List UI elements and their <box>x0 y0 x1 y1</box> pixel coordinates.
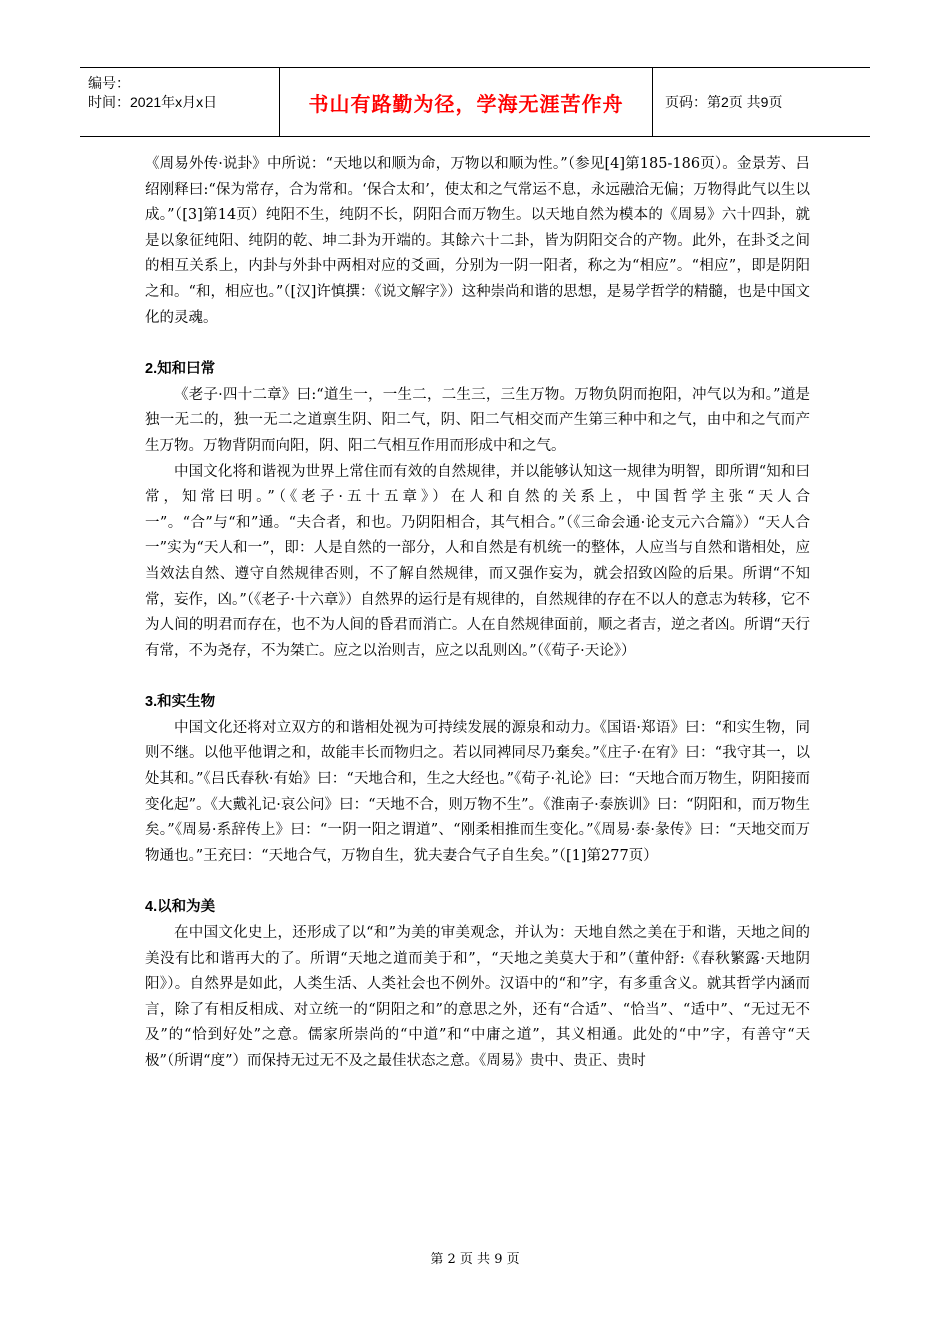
page-footer: 第 2 页 共 9 页 <box>430 1252 520 1267</box>
section-heading: 2.知和曰常 <box>145 361 216 378</box>
section-heading: 4.以和为美 <box>145 899 216 916</box>
header-meta <box>80 68 280 136</box>
paragraph: 在中国文化史上，还形成了以“和”为美的审美观念，并认为：天地自然之美在于和谐，天地之间的美没有比和谐再大的了。所谓“天地之道而美于和”，“天地之美莫大于和”（董仲舒:《春秋繁露·天地阴阳》）。自然界是如此，人类生活、人类社会也不例外。汉语中的“和”字，有多重含义。就其哲学内涵而言，除了有相反相成、对立统一的“阴阳之和”的意思之外，还有“合适”、“恰当”、“适中”、“无过无不及”的“恰到好处”之意。儒家所崇尚的“中道”和“中庸之道”，其义相通。此处的“中”字，有善守“天极”（所谓“度”）而保持无过无不及之最佳状态之意。《周易》贵中、贵正、贵时 <box>145 925 810 1069</box>
paragraph: 《老子·四十二章》曰:“道生一，一生二，二生三，三生万物。万物负阴而抱阳，冲气以为和。”道是独一无二的，独一无二之道禀生阴、阳二气，阴、阳二气相交而产生第三种中和之气，由中和之气而产生万物。万物背阴而向阳，阴、阳二气相互作用而形成中和之气。 <box>145 386 810 454</box>
document-body <box>145 152 810 1075</box>
header-page-info: 页码：第2页 共9页 <box>665 94 783 110</box>
header-motto: 书山有路勤为径，学海无涯苦作舟 <box>280 68 653 136</box>
serial-label: 编号： <box>88 75 130 91</box>
paragraph: 中国文化还将对立双方的和谐相处视为可持续发展的源泉和动力。《国语·郑语》曰：“和实生物，同则不继。以他平他谓之和，故能丰长而物归之。若以同裨同尽乃棄矣。”《庄子·在宥》曰：“我守其一，以处其和。”《吕氏春秋·有始》曰：“天地合和，生之大经也。”《荀子·礼论》曰：“天地合而万物生，阴阳接而变化起”。《大戴礼记·哀公问》曰：“天地不合，则万物不生”。《淮南子·泰族训》曰：“阴阳和，而万物生矣。”《周易·系辞传上》曰：“一阴一阳之谓道”、“刚柔相推而生变化。”《周易·泰·彖传》曰：“天地交而万物通也。”王充曰：“天地合气，万物自生，犹夫妻合气子自生矣。”（[1]第277页） <box>145 719 810 864</box>
section-heading: 3.和实生物 <box>145 694 216 711</box>
page-header <box>80 67 870 137</box>
paragraph: 《周易外传·说卦》中所说：“天地以和顺为命，万物以和顺为性。”（参见[4]第185-186页）。金景芳、吕绍刚释曰:“保为常存，合为常和。‘保合太和’，使太和之气常运不息，永远融洽无偏；万物得此气以生以成。”（[3]第14页）纯阳不生，纯阴不长，阴阳合而万物生。以天地自然为模本的《周易》六十四卦，就是以象征纯阳、纯阴的乾、坤二卦为开端的。其餘六十二卦，皆为阴阳交合的产物。此外，在卦爻之间的相互关系上，内卦与外卦中两相对应的爻画，分别为一阴一阳者，称之为“相应”。“相应”，即是阴阳之和。“和，相应也。”（[汉]许慎撰：《说文解字》）这种崇尚和谐的思想，是易学哲学的精髓，也是中国文化的灵魂。 <box>145 156 810 326</box>
date-label: 时间：2021年x月x日 <box>88 94 218 110</box>
paragraph: 中国文化将和谐视为世界上常住而有效的自然规律，并以能够认知这一规律为明智，即所谓“知和曰常，知常曰明。”（《老子·五十五章》）在人和自然的关系上，中国哲学主张“天人合一”。“合”与“和”通。“夫合者，和也。乃阴阳相合，其气相合。”（《三命会通·论支元六合篇》）“天人合一”实为“天人和一”，即：人是自然的一部分，人和自然是有机统一的整体，人应当与自然和谐相处，应当效法自然、遵守自然规律否则，不了解自然规律，而又强作妄为，就会招致凶险的后果。所谓“不知常，妄作，凶。”（《老子·十六章》）自然界的运行是有规律的，自然规律的存在不以人的意志为转移，它不为人间的明君而存在，也不为人间的昏君而消亡。人在自然规律面前，顺之者吉，逆之者凶。所谓“天行有常，不为尧存，不为桀亡。应之以治则吉，应之以乱则凶。”（《荀子·天论》） <box>145 463 810 659</box>
